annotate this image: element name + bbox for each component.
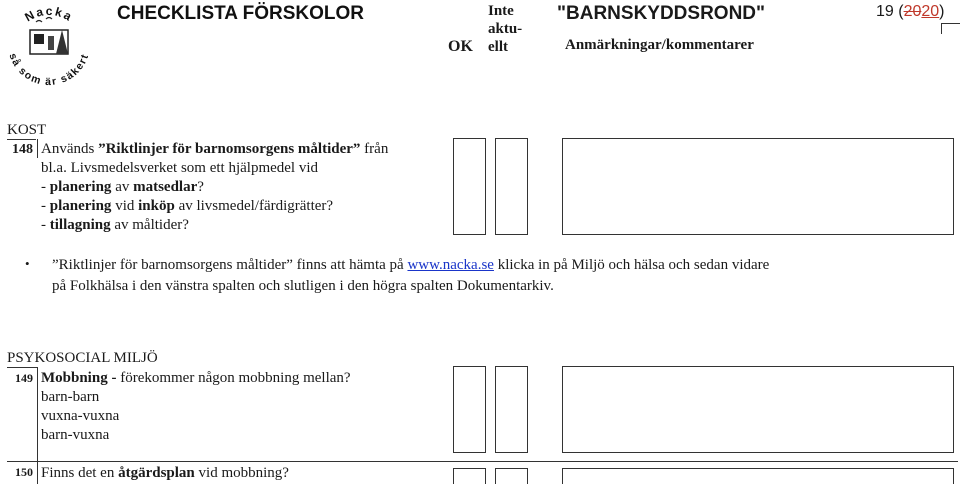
logo-top-text: Nacka	[22, 3, 76, 25]
question-number: 150	[15, 465, 33, 479]
logo-bottom-text: så som är säkert	[6, 51, 92, 88]
comments-field-149[interactable]	[562, 366, 954, 453]
nacka-logo	[0, 0, 98, 92]
column-header-not-relevant	[488, 2, 522, 56]
page-year-struck: 20	[903, 3, 922, 20]
column-header-not-relevant-line3: ellt	[488, 39, 508, 55]
page-number-value: 19	[876, 3, 894, 20]
not-relevant-checkbox-148[interactable]	[495, 138, 528, 235]
not-relevant-checkbox-150[interactable]	[495, 468, 528, 484]
nacka-link[interactable]: www.nacka.se	[407, 257, 494, 273]
document-title: "BARNSKYDDSROND"	[557, 3, 766, 24]
column-header-not-relevant-line2: aktu-	[488, 21, 523, 37]
comments-field-150[interactable]	[562, 468, 954, 484]
svg-text:så som är säkert	[6, 52, 91, 88]
svg-text:Nacka	[22, 4, 75, 25]
ok-checkbox-149[interactable]	[453, 366, 486, 453]
column-header-ok: OK	[448, 38, 473, 55]
comments-field-148[interactable]	[562, 138, 954, 235]
page-year: 20	[921, 3, 940, 20]
question-149: Mobbning - förekommer någon mobbning mellan? barn-barn vuxna-vuxna barn-vuxna	[41, 370, 351, 443]
corner-mark	[941, 23, 942, 34]
row-divider	[7, 461, 958, 462]
section-kost: KOST	[7, 122, 47, 138]
bullet-icon: •	[25, 256, 30, 271]
page-title: CHECKLISTA FÖRSKOLOR	[117, 3, 364, 24]
corner-mark	[941, 23, 960, 24]
ok-checkbox-150[interactable]	[453, 468, 486, 484]
question-number: 149	[15, 371, 33, 385]
column-header-not-relevant-line1: Inte	[488, 3, 514, 19]
row-divider	[7, 139, 36, 140]
ok-checkbox-148[interactable]	[453, 138, 486, 235]
info-note: ”Riktlinjer för barnomsorgens måltider” finns att hämta på www.nacka.se klicka in på Miljö och hälsa och sedan vidare på Folkhälsa i den vänstra spalten och slutligen i den högra spalten Dokumentarkiv.	[52, 257, 770, 294]
question-148: Används ”Riktlinjer för barnomsorgens måltider” från bl.a. Livsmedelsverket som ett hjälpmedel vid - planering av matsedlar? - planering vid inköp av livsmedel/färdigrätter? - tillagning av måltider?	[41, 141, 389, 233]
not-relevant-checkbox-149[interactable]	[495, 366, 528, 453]
number-column-divider	[37, 367, 38, 484]
page-number: 19 (2020)	[876, 3, 945, 20]
section-psykosocial: PSYKOSOCIAL MILJÖ	[7, 350, 158, 366]
row-divider	[7, 367, 37, 368]
column-header-comments: Anmärkningar/kommentarer	[565, 37, 754, 53]
number-column-divider	[37, 139, 38, 158]
question-number: 148	[12, 142, 33, 157]
logo-emblem-icon	[30, 18, 68, 55]
question-150: Finns det en åtgärdsplan vid mobbning?	[41, 465, 289, 481]
